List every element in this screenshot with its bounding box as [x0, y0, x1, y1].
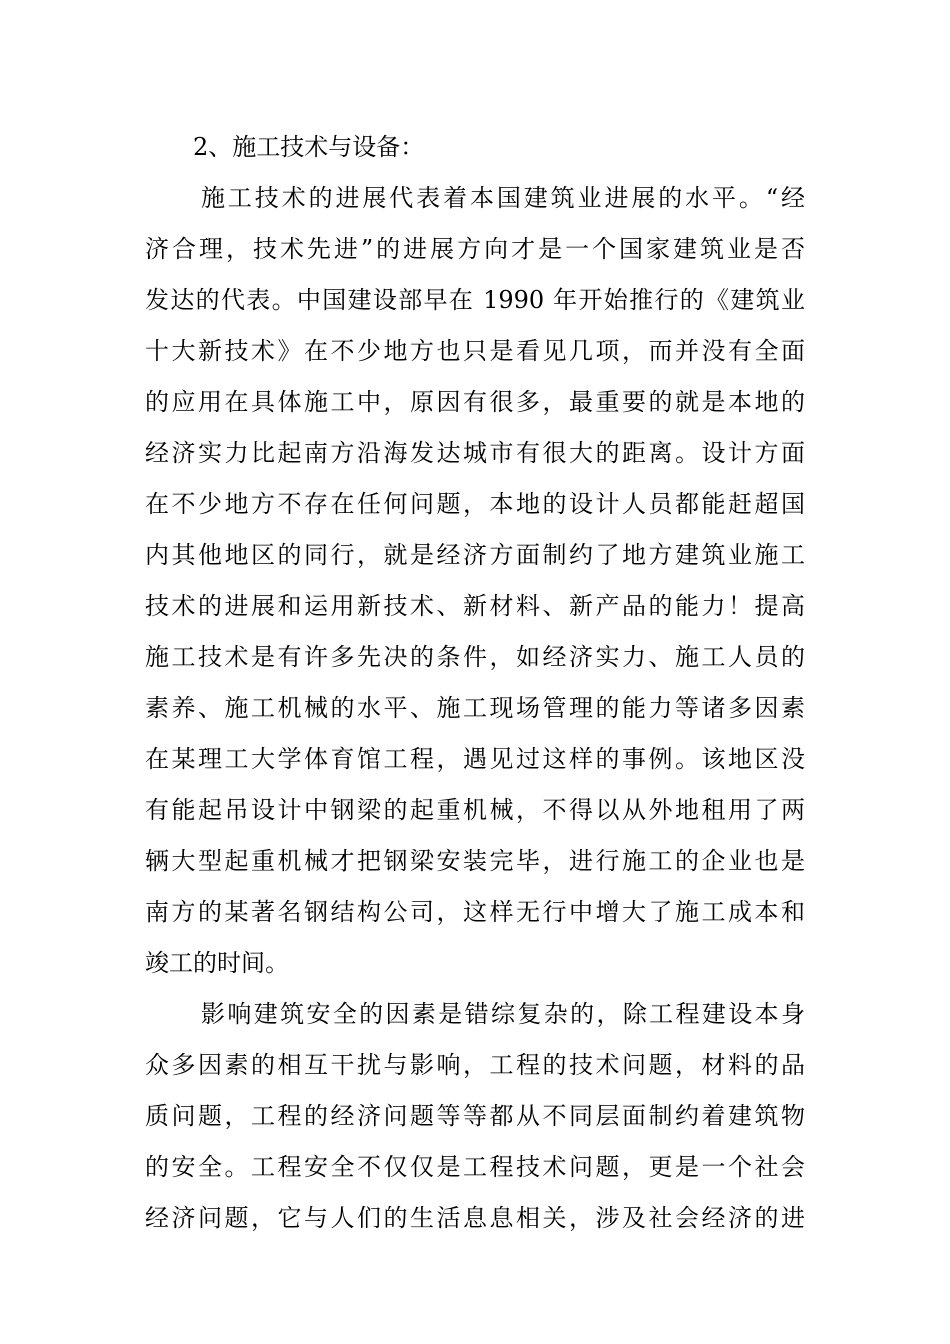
paragraph-line: 的应用在具体施工中，原因有很多，最重要的就是本地的 [145, 388, 805, 416]
paragraph-line: 经济实力比起南方沿海发达城市有很大的距离。设计方面 [145, 439, 805, 467]
paragraph-line: 在某理工大学体育馆工程，遇见过这样的事例。该地区没 [145, 745, 805, 773]
paragraph-line: 质问题，工程的经济问题等等都从不同层面制约着建筑物 [145, 1102, 805, 1130]
paragraph-line: 施工技术的进展代表着本国建筑业进展的水平。“经 [201, 184, 805, 212]
paragraph-line: 南方的某著名钢结构公司，这样无行中增大了施工成本和 [145, 898, 805, 926]
paragraph-line: 经济问题，它与人们的生活息息相关，涉及社会经济的进 [145, 1204, 805, 1232]
paragraph-line: 技术的进展和运用新技术、新材料、新产品的能力！提高 [145, 592, 805, 620]
paragraph-line: 十大新技术》在不少地方也只是看见几项，而并没有全面 [145, 337, 805, 365]
paragraph-line: 素养、施工机械的水平、施工现场管理的能力等诸多因素 [145, 694, 805, 722]
paragraph-line: 在不少地方不存在任何问题，本地的设计人员都能赶超国 [145, 490, 805, 518]
paragraph-line: 有能起吊设计中钢梁的起重机械，不得以从外地租用了两 [145, 796, 805, 824]
paragraph-line: 影响建筑安全的因素是错综复杂的，除工程建设本身 [201, 1000, 805, 1028]
paragraph-line: 竣工的时间。 [145, 949, 289, 977]
paragraph-line: 众多因素的相互干扰与影响，工程的技术问题，材料的品 [145, 1051, 805, 1079]
paragraph-line: 发达的代表。中国建设部早在 1990 年开始推行的《建筑业 [145, 286, 805, 314]
paragraph-line: 济合理，技术先进”的进展方向才是一个国家建筑业是否 [145, 235, 805, 263]
paragraph-line: 内其他地区的同行，就是经济方面制约了地方建筑业施工 [145, 541, 805, 569]
paragraph-line: 辆大型起重机械才把钢梁安装完毕，进行施工的企业也是 [145, 847, 805, 875]
section-heading: 2、施工技术与设备： [193, 133, 425, 161]
paragraph-line: 的安全。工程安全不仅仅是工程技术问题，更是一个社会 [145, 1153, 805, 1181]
paragraph-line: 施工技术是有许多先决的条件，如经济实力、施工人员的 [145, 643, 805, 671]
